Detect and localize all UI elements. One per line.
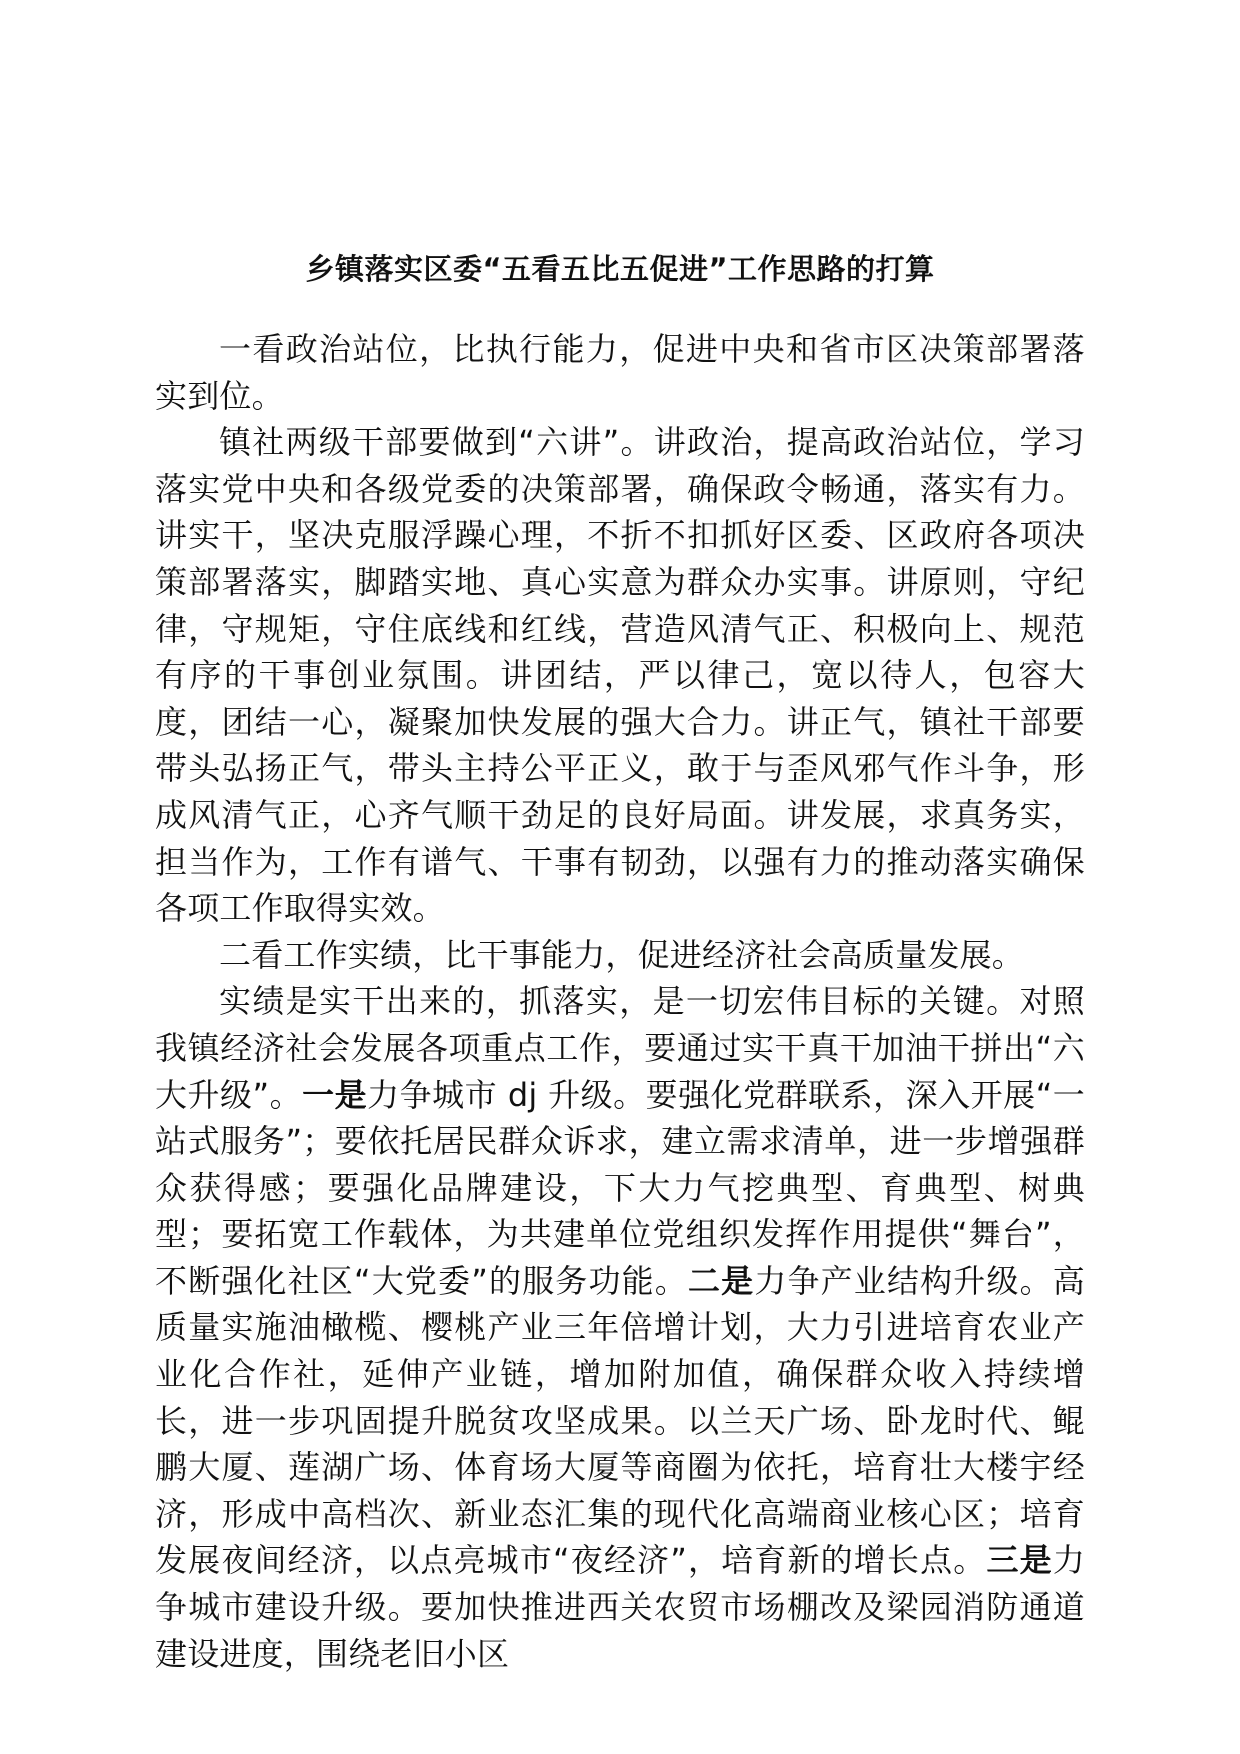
paragraph [155, 326, 1085, 419]
paragraph-text: 一看政治站位，比执行能力，促进中央和省市区决策部署落实到位。 [155, 330, 1085, 415]
paragraph-text: 力争城市建设升级。要加快推进西关农贸市场棚改及梁园消防通道建设进度，围绕老旧小区 [155, 1541, 1086, 1673]
paragraph-text: 力争城市 dj 升级。要强化党群联系，深入开展“一站式服务”；要依托居民群众诉求，建立需求清单，进一步增强群众获得感；要强化品牌建设，下大力气挖典型、育典型、树典型；要拓宽工作载体，为共建单位党组织发挥作用提供“舞台”，不断强化社区“大党委”的服务功能。 [155, 1075, 1085, 1300]
document-page [155, 248, 1085, 1677]
bold-lead-text: 三是 [986, 1541, 1053, 1580]
paragraph [155, 978, 1085, 1677]
document-title: 乡镇落实区委“五看五比五促进”工作思路的打算 [305, 252, 935, 286]
document-body [155, 326, 1085, 1677]
paragraph-text: 镇社两级干部要做到“六讲”。讲政治，提高政治站位，学习落实党中央和各级党委的决策部署，确保政令畅通，落实有力。讲实干，坚决克服浮躁心理，不折不扣抓好区委、区政府各项决策部署落实，脚踏实地、真心实意为群众办实事。讲原则，守纪律，守规矩，守住底线和红线，营造风清气正、积极向上、规范有序的干事创业氛围。讲团结，严以律己，宽以待人，包容大度，团结一心，凝聚加快发展的强大合力。讲正气，镇社干部要带头弘扬正气，带头主持公平正义，敢于与歪风邪气作斗争，形成风清气正，心齐气顺干劲足的良好局面。讲发展，求真务实，担当作为，工作有谱气、干事有韧劲，以强有力的推动落实确保各项工作取得实效。 [155, 423, 1085, 928]
paragraph [155, 419, 1085, 932]
bold-lead-text: 二是 [687, 1261, 755, 1300]
paragraph-text: 力争产业结构升级。高质量实施油橄榄、樱桃产业三年倍增计划，大力引进培育农业产业化合作社，延伸产业链，增加附加值，确保群众收入持续增长，进一步巩固提升脱贫攻坚成果。以兰天广场、卧龙时代、鲲鹏大厦、莲湖广场、体育场大厦等商圈为依托，培育壮大楼宇经济，形成中高档次、新业态汇集的现代化高端商业核心区；培育发展夜间经济，以点亮城市“夜经济”，培育新的增长点。 [155, 1261, 1085, 1580]
paragraph [155, 932, 1085, 979]
bold-lead-text: 一是 [302, 1075, 368, 1114]
paragraph-text: 二看工作实绩，比干事能力，促进经济社会高质量发展。 [219, 935, 1025, 974]
paragraph-text: 实绩是实干出来的，抓落实，是一切宏伟目标的关键。对照我镇经济社会发展各项重点工作，要通过实干真干加油干拼出“六大升级”。 [155, 982, 1085, 1114]
